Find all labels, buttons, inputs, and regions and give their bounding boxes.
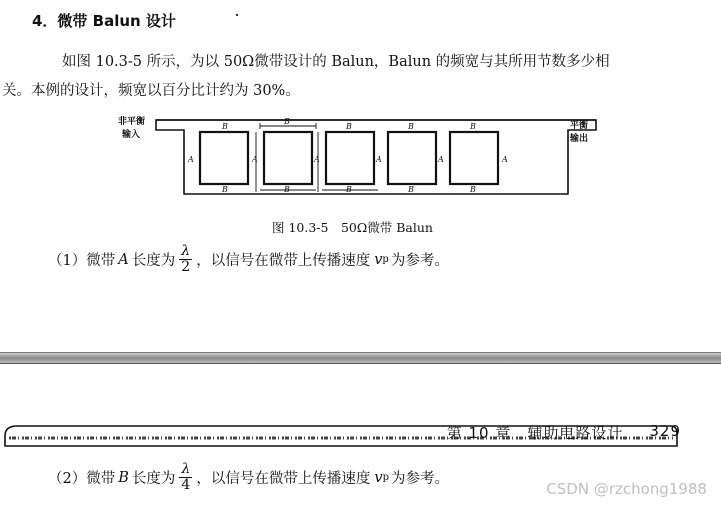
label-balanced-top: 平衡 <box>570 121 589 131</box>
cell-3 <box>326 132 374 184</box>
label-unbalanced-top: 非平衡 <box>118 117 146 127</box>
watermark: CSDN @rzchong1988 <box>546 480 707 498</box>
item2-prefix: （2）微带 <box>48 471 116 487</box>
item2-numerator: λ <box>181 461 191 477</box>
footer-chapter: 第 10 章 辅助电路设计 <box>446 424 624 442</box>
seg-b-10: B <box>470 185 476 194</box>
para-line-1: 如图 10.3-5 所示，为以 50Ω微带设计的 Balun，Balun 的频宽与其所用节数多少相 <box>62 54 610 70</box>
item1-fraction <box>179 244 192 275</box>
item1-denominator: 2 <box>181 259 191 275</box>
item1-v-sub: p <box>382 254 389 265</box>
seg-a-1: A <box>188 155 194 164</box>
cell-1 <box>200 132 248 184</box>
seg-b-1: B <box>222 122 228 131</box>
seg-a-3: A <box>314 155 320 164</box>
section-heading: 4．微带 Balun 设计 <box>32 12 176 30</box>
seg-a-6: A <box>502 155 508 164</box>
item1-mid: 长度为 <box>131 253 176 269</box>
intro-paragraph <box>2 48 704 106</box>
item-1 <box>48 244 449 275</box>
item2-denominator: 4 <box>181 477 191 493</box>
cell-5 <box>450 132 498 184</box>
page-separator <box>0 352 721 364</box>
seg-b-3: B <box>346 122 352 131</box>
item1-var: A <box>118 251 129 268</box>
seg-b-9: B <box>408 185 414 194</box>
seg-a-2: A <box>252 155 258 164</box>
seg-b-6: B <box>222 185 228 194</box>
item2-v-sub: p <box>382 472 389 483</box>
figure-caption: 图 10.3-5 50Ω微带 Balun <box>272 220 433 235</box>
item2-suffix-b: 为参考。 <box>391 471 449 487</box>
seg-b-7: B <box>284 185 290 194</box>
item1-v: v <box>374 251 383 268</box>
running-footer <box>447 422 681 443</box>
item2-mid: 长度为 <box>131 471 176 487</box>
item1-suffix-b: 为参考。 <box>390 253 449 269</box>
seg-a-5: A <box>438 155 444 164</box>
item2-fraction <box>179 462 192 493</box>
item1-prefix: （1）微带 <box>48 253 116 269</box>
item2-var: B <box>118 469 129 486</box>
seg-b-4: B <box>408 122 414 131</box>
item2-suffix-a: ，以信号在微带上传播速度 <box>196 471 371 487</box>
para-line-2: 关。本例的设计，频宽以百分比计约为 30%。 <box>2 83 300 99</box>
label-balanced-bottom: 输出 <box>570 134 589 144</box>
seg-b-5: B <box>470 122 476 131</box>
speck <box>236 14 238 16</box>
balun-diagram <box>118 112 598 212</box>
seg-a-4: A <box>376 155 382 164</box>
item2-v: v <box>374 469 383 486</box>
cell-2 <box>264 132 312 184</box>
cell-4 <box>388 132 436 184</box>
seg-b-8: B <box>346 185 352 194</box>
item-2 <box>48 462 449 493</box>
page-number: 329 <box>649 422 681 440</box>
item1-suffix-a: ，以信号在微带上传播速度 <box>196 253 371 269</box>
seg-b-2: B <box>284 117 290 126</box>
item1-numerator: λ <box>181 243 191 259</box>
label-unbalanced-bottom: 输入 <box>122 130 141 140</box>
